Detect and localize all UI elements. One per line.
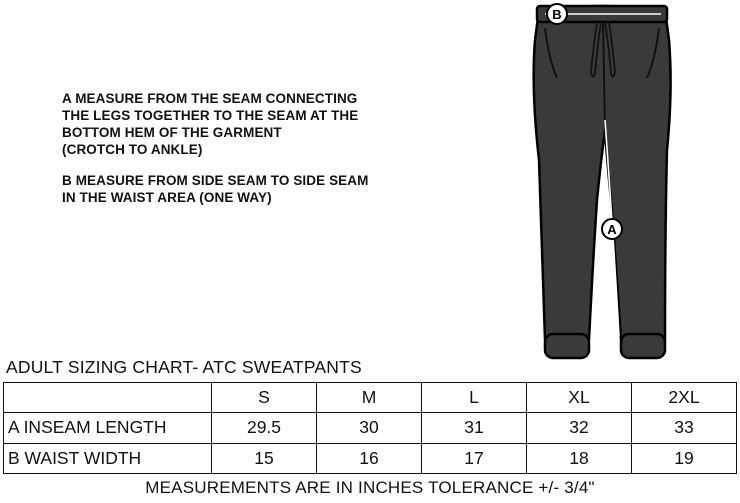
table-row bbox=[4, 443, 737, 473]
measurement-instructions bbox=[62, 90, 422, 206]
marker-a-label: A bbox=[607, 222, 617, 237]
size-header-2xl: 2XL bbox=[632, 383, 737, 413]
size-header-s: S bbox=[212, 383, 317, 413]
table-row bbox=[4, 413, 737, 443]
table-cell: 31 bbox=[422, 413, 527, 443]
row-label-waist: B WAIST WIDTH bbox=[4, 443, 212, 473]
table-cell: 29.5 bbox=[212, 413, 317, 443]
size-header-m: M bbox=[317, 383, 422, 413]
table-header-row bbox=[4, 383, 737, 413]
instruction-a-line-1: A MEASURE FROM THE SEAM CONNECTING bbox=[62, 91, 358, 106]
chart-title: ADULT SIZING CHART- ATC SWEATPANTS bbox=[6, 357, 362, 377]
instruction-a-line-3: BOTTOM HEM OF THE GARMENT bbox=[62, 125, 282, 140]
left-cuff bbox=[545, 334, 589, 358]
table-cell: 30 bbox=[317, 413, 422, 443]
marker-b bbox=[547, 4, 567, 24]
size-header-l: L bbox=[422, 383, 527, 413]
row-label-inseam: A INSEAM LENGTH bbox=[4, 413, 212, 443]
table-cell: 19 bbox=[632, 443, 737, 473]
pants-body bbox=[534, 6, 671, 340]
instruction-b-line-2: IN THE WAIST AREA (ONE WAY) bbox=[62, 190, 272, 205]
table-cell: 32 bbox=[527, 413, 632, 443]
table-cell: 33 bbox=[632, 413, 737, 443]
measurement-note: MEASUREMENTS ARE IN INCHES TOLERANCE +/- 3/4" bbox=[145, 478, 595, 497]
instruction-a-line-2: THE LEGS TOGETHER TO THE SEAM AT THE bbox=[62, 108, 359, 123]
sizing-table bbox=[3, 382, 737, 474]
header-blank-cell bbox=[4, 383, 212, 413]
sweatpants-illustration bbox=[515, 0, 685, 370]
marker-b-label: B bbox=[552, 7, 562, 22]
instruction-b-line-1: B MEASURE FROM SIDE SEAM TO SIDE SEAM bbox=[62, 173, 369, 188]
table-cell: 18 bbox=[527, 443, 632, 473]
right-cuff bbox=[621, 334, 665, 358]
table-cell: 15 bbox=[212, 443, 317, 473]
sweatpants-figure bbox=[534, 6, 671, 358]
instruction-a-line-4: (CROTCH TO ANKLE) bbox=[62, 142, 203, 157]
size-header-xl: XL bbox=[527, 383, 632, 413]
table-cell: 17 bbox=[422, 443, 527, 473]
table-cell: 16 bbox=[317, 443, 422, 473]
marker-a bbox=[602, 219, 622, 239]
